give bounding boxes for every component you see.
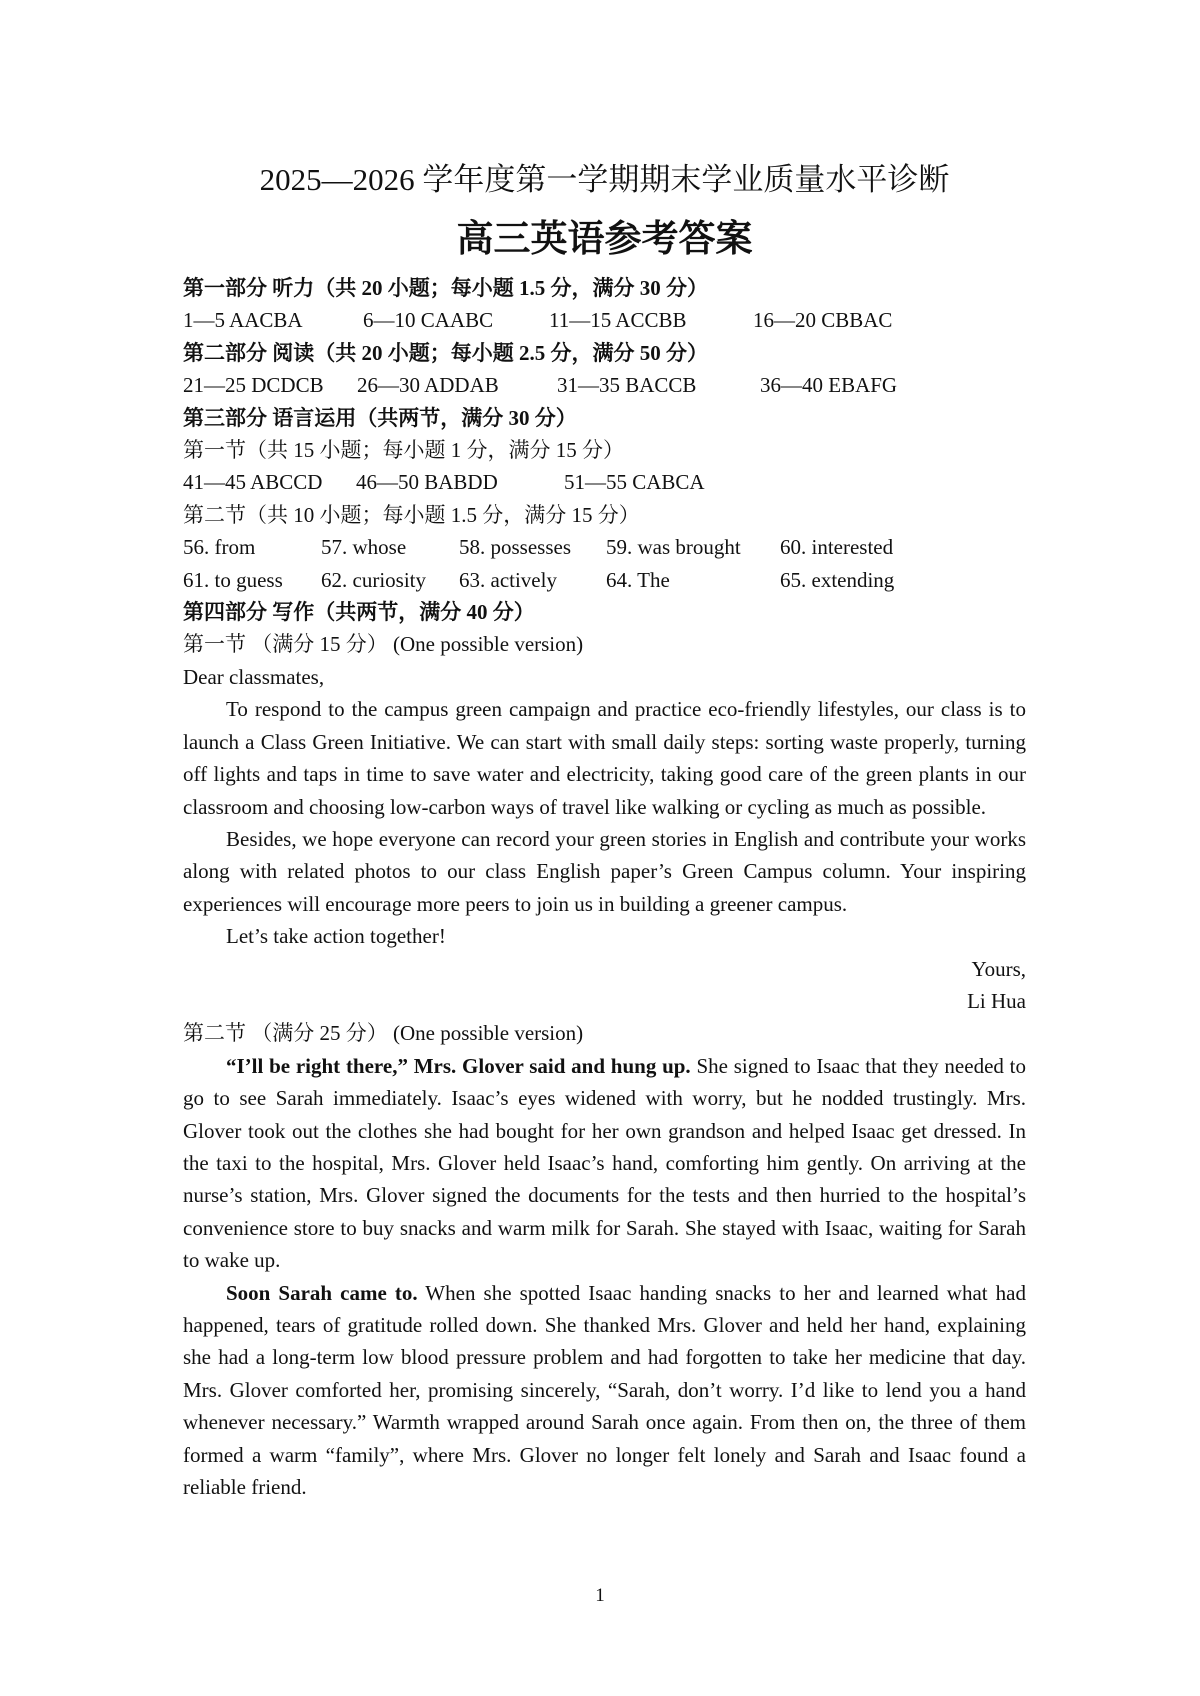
part2-answers [183, 369, 1026, 401]
letter-paragraph: Besides, we hope everyone can record your green stories in English and contribute your works along with related photos to our class English paper’s Green Campus column. Your inspiring experiences will encourage more peers to join us in building a greener campus. [183, 826, 1026, 916]
part4-heading: 第四部分 写作（共两节，满分 40 分） [183, 600, 535, 625]
part3-section2-heading: 第二节（共 10 小题；每小题 1.5 分，满分 15 分） [183, 502, 640, 527]
story-lead-sentence: Soon Sarah came to. [226, 1280, 418, 1305]
fill-answer: 62. curiosity [321, 567, 426, 592]
answer-group: 46—50 BABDD [356, 470, 498, 495]
answer-group: 21—25 DCDCB [183, 373, 324, 398]
answer-group: 16—20 CBBAC [753, 308, 893, 333]
part4-section2-heading: 第二节 （满分 25 分） (One possible version) [183, 1021, 584, 1046]
fill-answer: 64. The [606, 567, 670, 592]
fill-answer: 58. possesses [459, 535, 572, 560]
part4-section1-heading: 第一节 （满分 15 分） (One possible version) [183, 632, 584, 657]
fill-answer: 59. was brought [606, 535, 741, 560]
answer-group: 6—10 CAABC [363, 308, 494, 333]
page-number: 1 [595, 1585, 605, 1606]
fill-answer: 57. whose [321, 535, 407, 560]
fill-answers-row-1 [183, 531, 1026, 563]
fill-answers-row-2 [183, 564, 1026, 596]
exam-title: 2025—2026 学年度第一学期期末学业质量水平诊断 [259, 162, 950, 197]
answer-group: 26—30 ADDAB [357, 373, 499, 398]
answer-group: 51—55 CABCA [564, 470, 705, 495]
fill-answer: 63. actively [459, 567, 557, 592]
part3-section1-heading: 第一节（共 15 小题；每小题 1 分，满分 15 分） [183, 438, 624, 463]
fill-answer: 61. to guess [183, 567, 283, 592]
letter-paragraph: Let’s take action together! [226, 924, 446, 949]
part2-heading: 第二部分 阅读（共 20 小题；每小题 2.5 分，满分 50 分） [183, 340, 708, 365]
fill-answer: 56. from [183, 535, 256, 560]
part3-heading: 第三部分 语言运用（共两节，满分 30 分） [183, 405, 577, 430]
answer-group: 31—35 BACCB [557, 373, 697, 398]
fill-answer: 60. interested [780, 535, 894, 560]
answer-group: 36—40 EBAFG [760, 373, 898, 398]
letter-paragraph: To respond to the campus green campaign and practice eco-friendly lifestyles, our class is to launch a Class Green Initiative. We can start with small daily steps: sorting waste properly, turning off lights and taps in time to save water and electricity, taking good care of the green plants in our classroom and choosing low-carbon ways of travel like walking or cycling as much as possible. [183, 697, 1026, 819]
part1-heading: 第一部分 听力（共 20 小题；每小题 1.5 分，满分 30 分） [183, 276, 708, 300]
answer-key-title: 高三英语参考答案 [456, 217, 753, 260]
answer-group: 41—45 ABCCD [183, 470, 323, 495]
story-lead-sentence: “I’ll be right there,” Mrs. Glover said and hung up. [226, 1053, 691, 1078]
answer-group: 1—5 AACBA [183, 308, 303, 333]
letter-salutation: Dear classmates, [183, 664, 325, 689]
story-paragraph-2 [183, 1277, 1026, 1504]
letter-signature: Li Hua [967, 988, 1026, 1013]
part1-answers [183, 304, 1026, 336]
fill-answer: 65. extending [780, 567, 895, 592]
story-body: When she spotted Isaac handing snacks to her and learned what had happened, tears of gratitude rolled down. She thanked Mrs. Glover and held her hand, explaining she had a long-term low blood pressure problem and had forgotten to take her medicine that day. Mrs. Glover comforted her, promising sincerely, “Sarah, don’t worry. I’d like to lend you a hand whenever necessary.” Warmth wrapped around Sarah once again. From then on, the three of them formed a warm “family”, where Mrs. Glover no longer felt lonely and Sarah and Isaac found a reliable friend. [183, 1280, 1027, 1500]
story-paragraph-1 [183, 1050, 1026, 1277]
letter-closing: Yours, [971, 956, 1026, 981]
part3-section1-answers [183, 466, 1026, 498]
answer-group: 11—15 ACCBB [549, 308, 687, 333]
story-body: She signed to Isaac that they needed to go to see Sarah immediately. Isaac’s eyes widened with worry, but he nodded trustingly. Mrs. Glover took out the clothes she had bought for her own grandson and helped Isaac get dressed. In the taxi to the hospital, Mrs. Glover held Isaac’s hand, comforting him gently. On arriving at the nurse’s station, Mrs. Glover signed the documents for the tests and then hurried to the hospital’s convenience store to buy snacks and warm milk for Sarah. She stayed with Isaac, waiting for Sarah to wake up. [183, 1053, 1026, 1273]
